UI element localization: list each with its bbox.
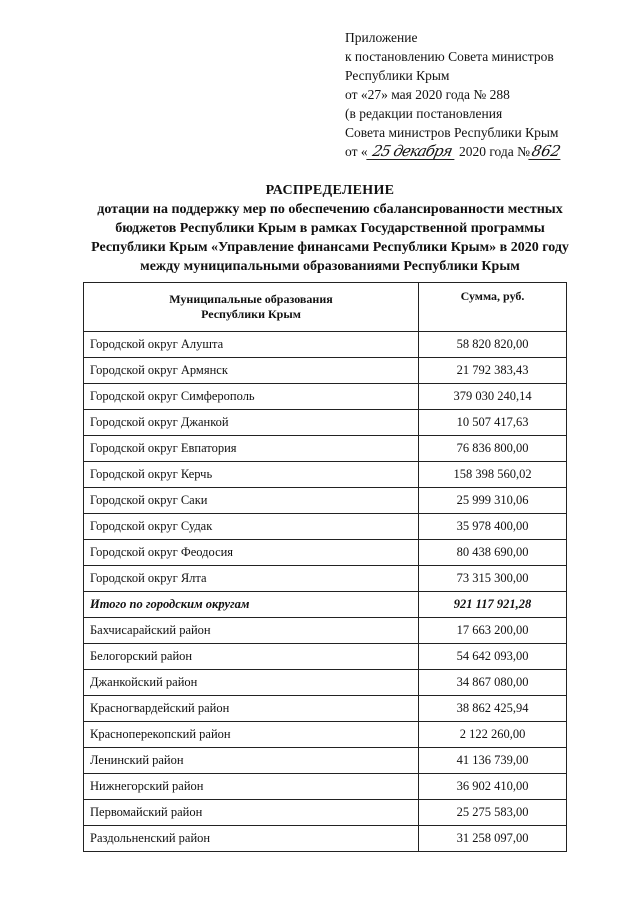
municipality-name: Городской округ Армянск <box>84 358 419 384</box>
municipality-name: Городской округ Алушта <box>84 332 419 358</box>
table-row <box>84 618 567 644</box>
table-row <box>84 514 567 540</box>
sum-value: 2 122 260,00 <box>419 722 567 748</box>
municipality-name: Городской округ Феодосия <box>84 540 419 566</box>
appendix-date-line <box>345 142 630 161</box>
sum-value: 58 820 820,00 <box>419 332 567 358</box>
table-row <box>84 826 567 852</box>
appendix-line: Приложение <box>345 30 418 45</box>
municipality-name: Раздольненский район <box>84 826 419 852</box>
municipality-name: Бахчисарайский район <box>84 618 419 644</box>
municipality-name: Городской округ Ялта <box>84 566 419 592</box>
sum-value: 73 315 300,00 <box>419 566 567 592</box>
title-line: между муниципальными образованиями Республики Крым <box>140 259 520 274</box>
municipality-name: Белогорский район <box>84 644 419 670</box>
sum-value: 34 867 080,00 <box>419 670 567 696</box>
table-row <box>84 358 567 384</box>
table-row <box>84 774 567 800</box>
title-line: дотации на поддержку мер по обеспечению сбалансированности местных <box>97 202 563 217</box>
table-row-total <box>84 592 567 618</box>
table-row <box>84 384 567 410</box>
from-prefix: от « <box>345 144 368 159</box>
table-row <box>84 800 567 826</box>
table-body <box>84 332 567 852</box>
distribution-table <box>83 282 567 852</box>
municipality-name: Нижнегорский район <box>84 774 419 800</box>
appendix-line: к постановлению Совета министров <box>345 49 554 64</box>
title-line: бюджетов Республики Крым в рамках Государственной программы <box>115 221 545 236</box>
sum-value: 17 663 200,00 <box>419 618 567 644</box>
appendix-line: (в редакции постановления <box>345 106 503 121</box>
appendix-header <box>345 28 630 161</box>
sum-value: 76 836 800,00 <box>419 436 567 462</box>
sum-value: 54 642 093,00 <box>419 644 567 670</box>
municipality-name: Городской округ Джанкой <box>84 410 419 436</box>
table-row <box>84 696 567 722</box>
sum-value: 158 398 560,02 <box>419 462 567 488</box>
handwritten-date: 25 декабря <box>366 144 457 160</box>
column-header-municipality <box>84 283 419 332</box>
municipality-name: Городской округ Судак <box>84 514 419 540</box>
municipality-name: Городской округ Керчь <box>84 462 419 488</box>
appendix-line: от «27» мая 2020 года № 288 <box>345 87 510 102</box>
table-header-row <box>84 283 567 332</box>
table-row <box>84 436 567 462</box>
table-row <box>84 670 567 696</box>
title-line: Республики Крым «Управление финансами Республики Крым» в 2020 году <box>91 240 569 255</box>
column-header-sum: Сумма, руб. <box>419 283 567 332</box>
municipality-name: Красногвардейский район <box>84 696 419 722</box>
table-row <box>84 748 567 774</box>
table-row <box>84 488 567 514</box>
sum-value: 35 978 400,00 <box>419 514 567 540</box>
sum-value: 25 999 310,06 <box>419 488 567 514</box>
municipality-name: Ленинский район <box>84 748 419 774</box>
sum-value: 31 258 097,00 <box>419 826 567 852</box>
municipality-name: Итого по городским округам <box>84 592 419 618</box>
sum-value: 10 507 417,63 <box>419 410 567 436</box>
sum-value: 36 902 410,00 <box>419 774 567 800</box>
sum-value: 41 136 739,00 <box>419 748 567 774</box>
municipality-name: Городской округ Симферополь <box>84 384 419 410</box>
sum-value: 80 438 690,00 <box>419 540 567 566</box>
table-row <box>84 540 567 566</box>
sum-value: 21 792 383,43 <box>419 358 567 384</box>
table-row <box>84 462 567 488</box>
table-row <box>84 722 567 748</box>
document-title <box>40 181 620 276</box>
municipality-name: Городской округ Саки <box>84 488 419 514</box>
sum-value: 921 117 921,28 <box>419 592 567 618</box>
column-header-line: Муниципальные образования <box>169 292 333 306</box>
sum-value: 25 275 583,00 <box>419 800 567 826</box>
municipality-name: Джанкойский район <box>84 670 419 696</box>
municipality-name: Красноперекопский район <box>84 722 419 748</box>
column-header-line: Республики Крым <box>201 307 301 321</box>
sum-value: 379 030 240,14 <box>419 384 567 410</box>
municipality-name: Городской округ Евпатория <box>84 436 419 462</box>
table-row <box>84 566 567 592</box>
handwritten-number: 862 <box>530 142 563 160</box>
table-row <box>84 644 567 670</box>
table-row <box>84 332 567 358</box>
sum-value: 38 862 425,94 <box>419 696 567 722</box>
year-text: 2020 года № <box>458 144 531 159</box>
table-row <box>84 410 567 436</box>
title-heading: РАСПРЕДЕЛЕНИЕ <box>265 183 395 198</box>
appendix-line: Совета министров Республики Крым <box>345 125 559 140</box>
municipality-name: Первомайский район <box>84 800 419 826</box>
appendix-line: Республики Крым <box>345 68 450 83</box>
